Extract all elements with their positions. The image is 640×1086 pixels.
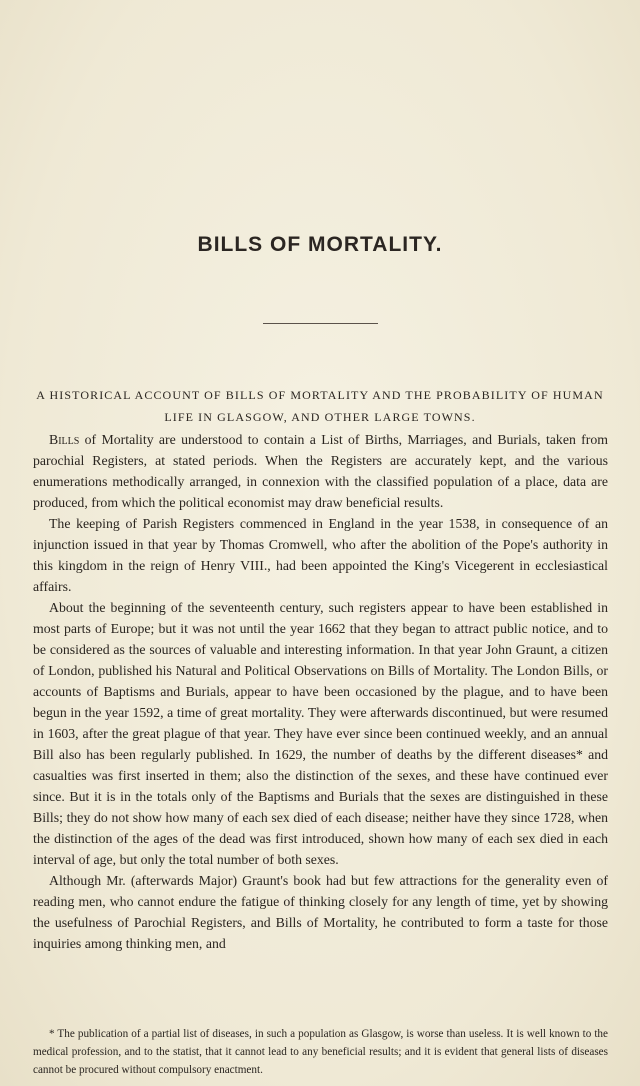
paragraph-1-lead: Bills [49,432,80,447]
paragraph-4: Although Mr. (afterwards Major) Graunt's book had but few attractions for the generality even of reading men, who cannot endure the fatigue of thinking closely for any length of time, yet by showing the usefulness of Parochial Registers, and Bills of Mortality, he contributed to form a taste for those inquiries among thinking men, and [33,873,608,951]
title-divider [263,323,378,324]
paragraph-1-text: of Mortality are understood to contain a List of Births, Marriages, and Burials, taken from parochial Registers, at stated periods. When the Registers are accurately kept, and the various enumerations methodically arranged, in connexion with the classified population of a place, data are produced, from which the political economist may draw beneficial results. [33,432,608,510]
paragraph-1 [33,429,608,513]
footnote [33,1025,608,1079]
footnote-text: * The publication of a partial list of diseases, in such a population as Glasgow, is worse than useless. It is well known to the medical profession, and to the statist, that it cannot lead to any beneficial results; and it is evident that general lists of diseases cannot be procured without compulsory enactment. [33,1028,608,1076]
main-text [33,429,608,954]
paragraph-2: The keeping of Parish Registers commenced in England in the year 1538, in consequence of an injunction issued in that year by Thomas Cromwell, who after the abolition of the Pope's authority in this kingdom in the reign of Henry VIII., had been appointed the King's Vicegerent in ecclesiastical affairs. [33,516,608,594]
page-title: BILLS OF MORTALITY. [197,233,443,256]
section-subtitle: A HISTORICAL ACCOUNT OF BILLS OF MORTALITY AND THE PROBABILITY OF HUMAN LIFE IN GLASGOW, AND OTHER LARGE TOWNS. [36,388,604,424]
paragraph-3: About the beginning of the seventeenth century, such registers appear to have been established in most parts of Europe; but it was not until the year 1662 that they began to attract public notice, and to be considered as the sources of valuable and interesting information. In that year John Graunt, a citizen of London, published his Natural and Political Observations on Bills of Mortality. The London Bills, or accounts of Baptisms and Burials, appear to have been occasioned by the plague, and to have been begun in the year 1592, a time of great mortality. They were afterwards discontinued, but were resumed in 1603, after the great plague of that year. They have ever since been continued weekly, and an annual Bill also has been regularly published. In 1629, the number of deaths by the different diseases* and casualties was first inserted in them; also the distinction of the sexes, and these have continued ever since. But it is in the totals only of the Baptisms and Burials that the sexes are distinguished in these Bills; they do not show how many of each sex died of each disease; neither have they since 1728, when the distinction of the ages of the dead was first introduced, shown how many of each sex died in each interval of age, but only the total number of both sexes. [33,600,608,867]
